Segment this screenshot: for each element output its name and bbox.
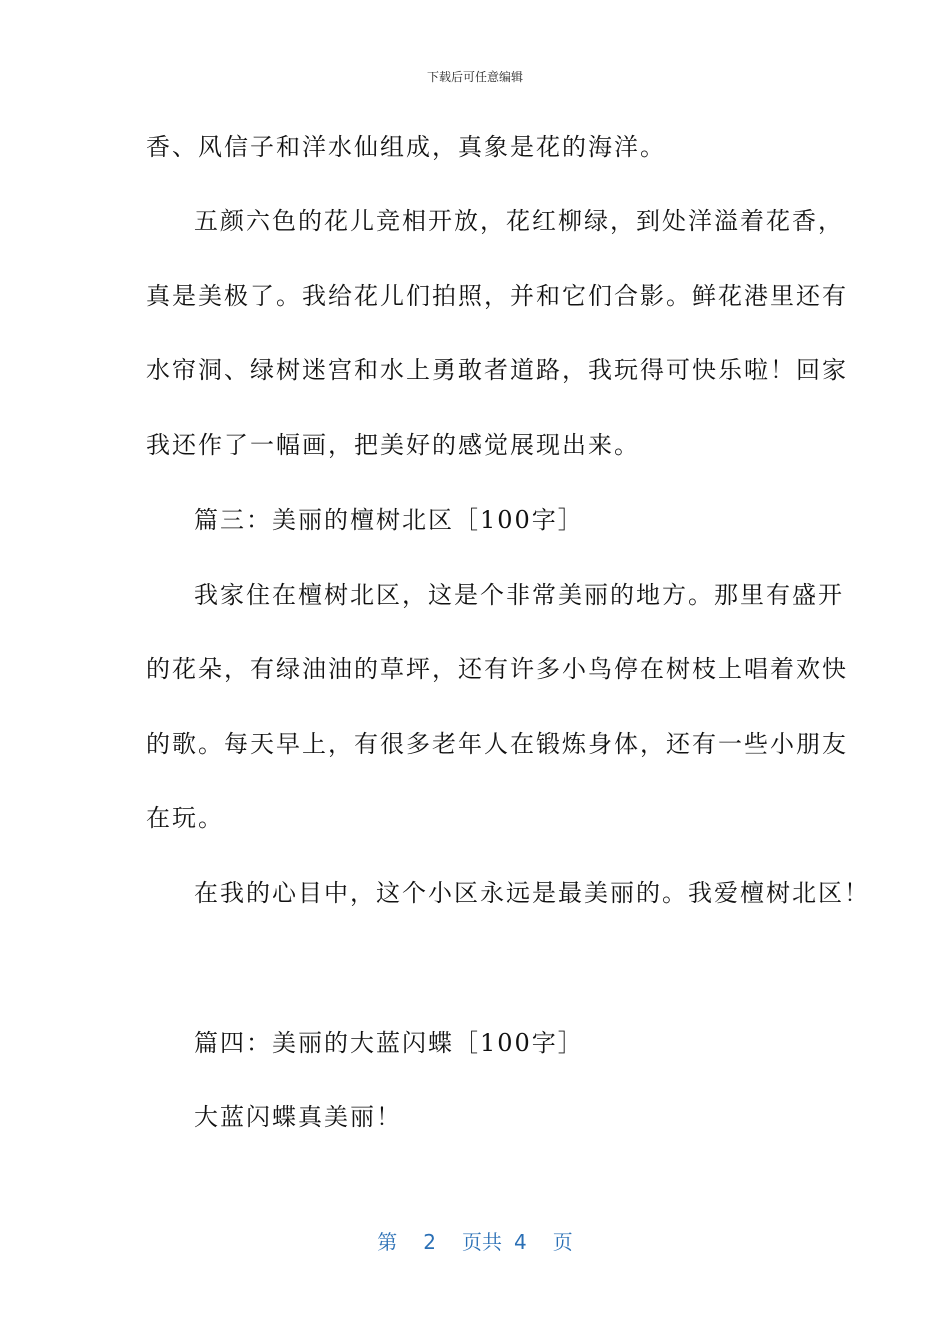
text-line: 的花朵，有绿油油的草坪，还有许多小鸟停在树枝上唱着欢快 — [146, 655, 848, 683]
page-footer — [0, 1226, 950, 1255]
section-heading: 篇三：美丽的檀树北区［100字］ — [194, 506, 584, 534]
text-line: 我还作了一幅画，把美好的感觉展现出来。 — [146, 431, 640, 459]
page-header-note: 下载后可任意编辑 — [426, 70, 523, 84]
footer-page-current: 2 — [423, 1230, 436, 1254]
footer-page-total: 4 — [514, 1230, 527, 1254]
text-line: 的歌。每天早上，有很多老年人在锻炼身体，还有一些小朋友 — [146, 730, 848, 758]
footer-ye-gong: 页共 — [462, 1230, 502, 1254]
text-line: 真是美极了。我给花儿们拍照，并和它们合影。鲜花港里还有 — [146, 282, 848, 310]
text-line: 水帘洞、绿树迷宫和水上勇敢者道路，我玩得可快乐啦！回家 — [146, 356, 848, 384]
text-line: 我家住在檀树北区，这是个非常美丽的地方。那里有盛开 — [194, 581, 844, 609]
footer-di: 第 — [377, 1230, 398, 1254]
section-heading: 篇四：美丽的大蓝闪蝶［100字］ — [194, 1029, 584, 1057]
text-line: 在玩。 — [146, 804, 224, 832]
text-line: 五颜六色的花儿竞相开放，花红柳绿，到处洋溢着花香， — [194, 207, 844, 235]
text-line: 大蓝闪蝶真美丽！ — [194, 1103, 402, 1131]
text-line: 在我的心目中，这个小区永远是最美丽的。我爱檀树北区！ — [194, 879, 870, 907]
footer-ye: 页 — [552, 1230, 573, 1254]
text-line: 香、风信子和洋水仙组成，真象是花的海洋。 — [146, 133, 666, 161]
